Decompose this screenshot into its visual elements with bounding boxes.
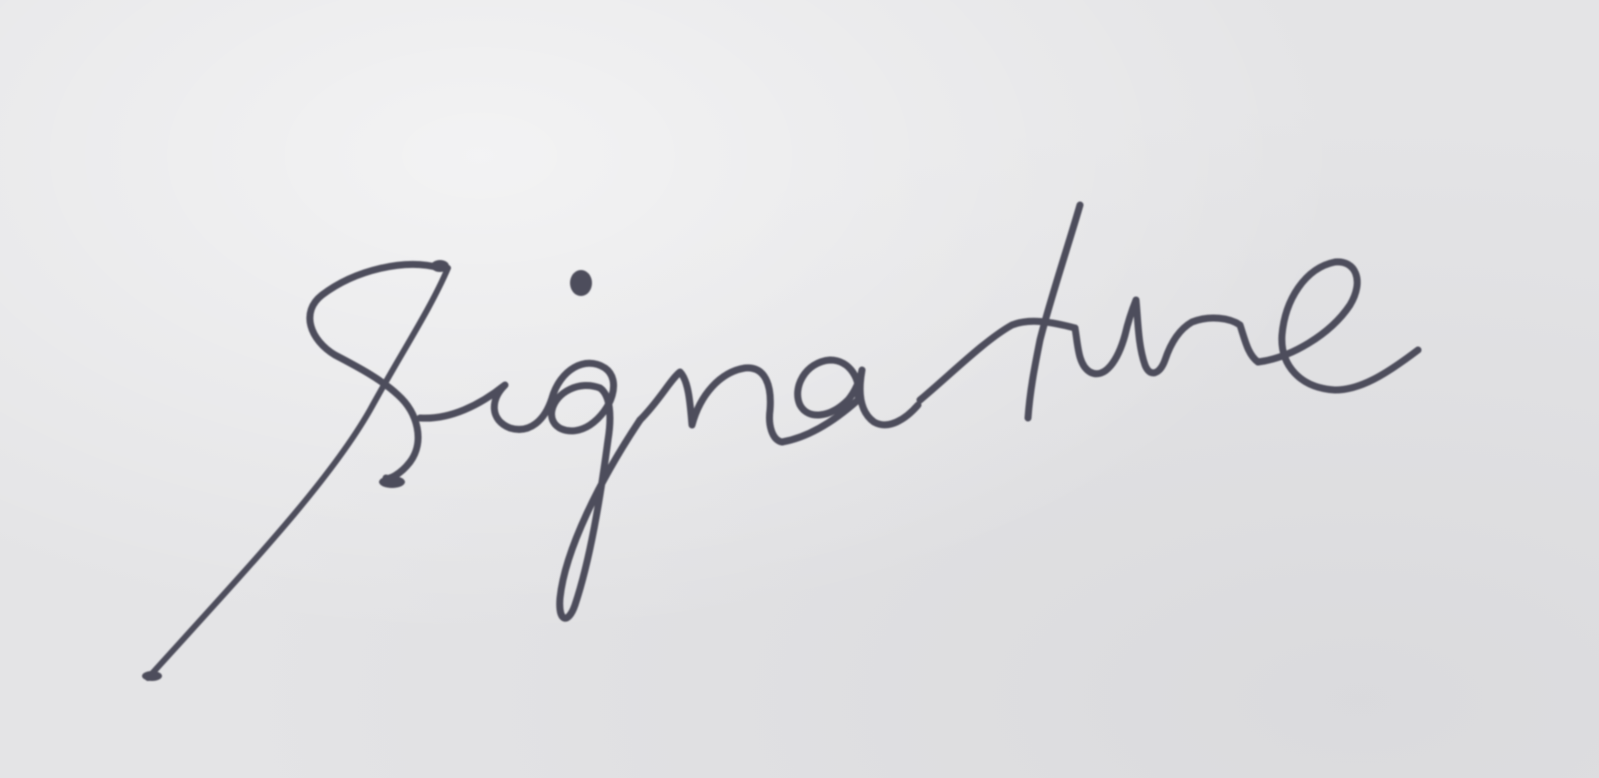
letter-t-bar: [920, 321, 1075, 400]
letter-a: [782, 360, 918, 442]
letter-n: [640, 368, 782, 442]
letter-t-stem: [1028, 205, 1080, 418]
letter-s: [310, 264, 440, 478]
ink-blob: [142, 671, 162, 681]
signature-strokes: [142, 205, 1418, 681]
letter-e: [1258, 262, 1418, 390]
ink-blob: [379, 476, 405, 488]
letter-i-g: [420, 363, 640, 618]
letter-u-r: [1075, 300, 1258, 374]
i-dot: [570, 270, 592, 296]
ink-blob: [431, 260, 449, 272]
